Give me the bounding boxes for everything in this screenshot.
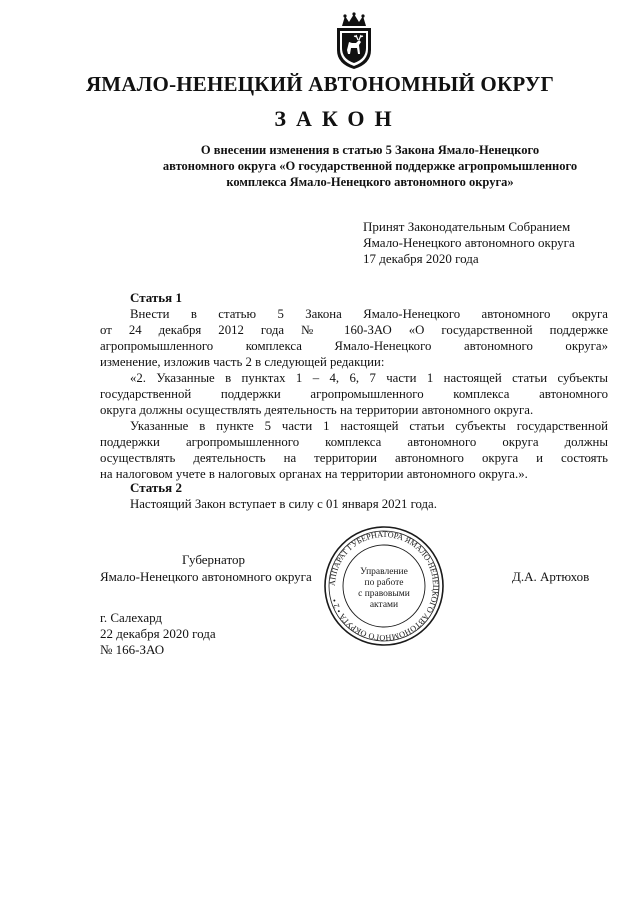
- stamp-center-line: актами: [369, 600, 399, 610]
- body-line: на налоговом учете в налоговых органах на территории автономного округа.».: [100, 467, 528, 481]
- stamp-center-line: с правовыми: [358, 589, 410, 599]
- subject-line: комплекса Ямало-Ненецкого автономного округа»: [226, 175, 514, 189]
- law-subject: [100, 142, 640, 190]
- coat-of-arms-emblem: [332, 12, 376, 70]
- subject-line: О внесении изменения в статью 5 Закона Ямало-Ненецкого: [200, 143, 540, 157]
- document-type-title: ЗАКОН: [274, 106, 402, 131]
- body-line: агропромышленного комплекса Ямало-Ненецкого автономного округа»: [100, 339, 608, 353]
- article-1-heading: Статья 1: [130, 290, 182, 305]
- footer-law-number: № 166-ЗАО: [100, 642, 165, 657]
- body-line: Настоящий Закон вступает в силу с 01 января 2021 года.: [130, 497, 437, 511]
- signatory-title: Губернатор: [182, 552, 245, 567]
- stamp-ring-text: АППАРАТ ГУБЕРНАТОРА ЯМАЛО-НЕНЕЦКОГО АВТОНОМНОГО ОКРУГА • 2 •: [327, 529, 441, 643]
- subject-line: автономного округа «О государственной поддержке агропромышленного: [162, 159, 578, 173]
- body-line: осуществлять деятельность на территории автономного округа и состоять: [100, 451, 608, 465]
- body-line: округа должны осуществлять деятельность на территории автономного округа.: [100, 403, 534, 417]
- stamp-center-line: Управление: [360, 567, 408, 577]
- stamp-center-line: по работе: [364, 578, 404, 588]
- body-line: изменение, изложив часть 2 в следующей редакции:: [100, 355, 385, 369]
- article-2-body: [100, 496, 608, 512]
- footer-city: г. Салехард: [100, 610, 163, 625]
- body-line: Указанные в пункте 5 части 1 настоящей статьи субъекты государственной: [130, 419, 608, 433]
- official-stamp: [322, 524, 446, 648]
- signatory-name: Д.А. Артюхов: [512, 569, 590, 584]
- adoption-line: Принят Законодательным Собранием: [363, 219, 571, 234]
- body-line: Внести в статью 5 Закона Ямало-Ненецкого автономного округа: [130, 307, 608, 321]
- adoption-info: [363, 219, 575, 267]
- adoption-date: 17 декабря 2020 года: [363, 251, 479, 266]
- body-line: поддержки агропромышленного комплекса автономного округа должны: [100, 435, 608, 449]
- document-footer: [100, 610, 216, 658]
- footer-date: 22 декабря 2020 года: [100, 626, 216, 641]
- body-line: от 24 декабря 2012 года № 160-ЗАО «О государственной поддержке: [100, 323, 608, 337]
- article-2-heading: Статья 2: [130, 480, 182, 495]
- signatory-region: Ямало-Ненецкого автономного округа: [100, 569, 312, 584]
- article-1-body: [100, 306, 608, 482]
- adoption-line: Ямало-Ненецкого автономного округа: [363, 235, 575, 250]
- body-line: «2. Указанные в пунктах 1 – 4, 6, 7 части 1 настоящей статьи субъекты: [130, 371, 608, 385]
- body-line: государственной поддержки агропромышленного комплекса автономного: [100, 387, 608, 401]
- region-title: ЯМАЛО-НЕНЕЦКИЙ АВТОНОМНЫЙ ОКРУГ: [85, 72, 555, 96]
